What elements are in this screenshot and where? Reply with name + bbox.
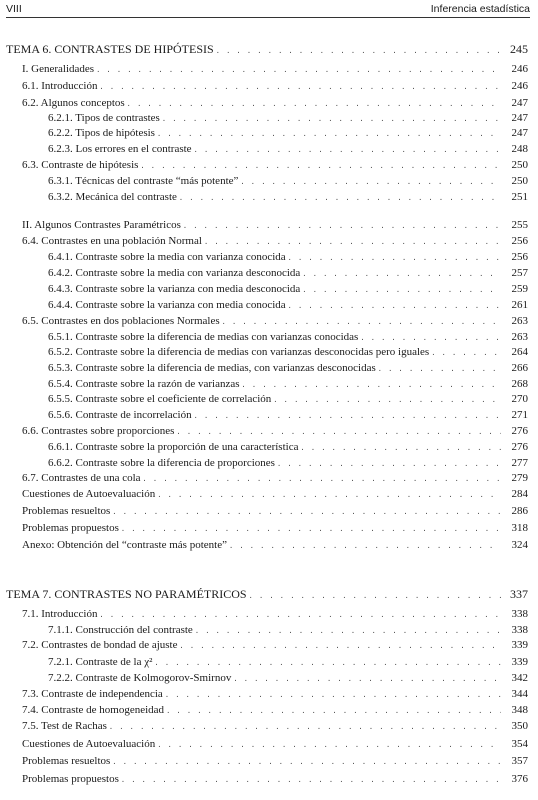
dot-leader xyxy=(176,426,501,441)
toc-entry-title: Problemas resueltos xyxy=(22,755,111,767)
toc-entry[interactable] xyxy=(22,504,528,519)
toc-page-number: 277 xyxy=(511,457,528,469)
dot-leader xyxy=(233,673,501,688)
toc-entry-title: 7.2.2. Contraste de Kolmogorov-Smirnov xyxy=(48,672,232,684)
toc-page-number: 250 xyxy=(511,175,528,187)
toc-page-number: 357 xyxy=(511,755,528,767)
toc-entry[interactable] xyxy=(22,687,528,702)
toc-entry[interactable] xyxy=(22,314,528,329)
toc-page-number: 279 xyxy=(511,472,528,484)
toc-page-number: 266 xyxy=(511,362,528,374)
toc-entry-title: 6.6. Contrastes sobre proporciones xyxy=(22,425,175,437)
toc-page-number: 256 xyxy=(511,251,528,263)
toc-page-number: 342 xyxy=(511,672,528,684)
toc-entry[interactable] xyxy=(48,392,528,407)
toc-entry-title: 6.5.2. Contraste sobre la diferencia de medias con varianzas desconocidas pero iguales xyxy=(48,346,430,358)
toc-entry[interactable] xyxy=(48,190,528,205)
dot-leader xyxy=(121,774,501,789)
toc-page-number: 338 xyxy=(511,608,528,620)
dot-leader xyxy=(179,192,501,207)
toc-entry-title: Anexo: Obtención del “contraste más potente” xyxy=(22,539,227,551)
dot-leader xyxy=(96,64,501,79)
toc-page-number: 339 xyxy=(511,639,528,651)
toc-entry[interactable] xyxy=(22,218,528,233)
toc-entry-title: 6.2.2. Tipos de hipótesis xyxy=(48,127,155,139)
toc-entry[interactable] xyxy=(22,772,528,787)
toc-entry[interactable] xyxy=(48,440,528,455)
toc-entry-title: 7.1. Introducción xyxy=(22,608,98,620)
toc-entry[interactable] xyxy=(22,471,528,486)
toc-entry[interactable] xyxy=(22,487,528,502)
toc-entry-title: 6.5. Contrastes en dos poblaciones Normales xyxy=(22,315,220,327)
toc-entry-title: 6.4.4. Contraste sobre la varianza con media conocida xyxy=(48,299,286,311)
toc-entry-title: 7.1.1. Construcción del contraste xyxy=(48,624,193,636)
toc-entry[interactable] xyxy=(48,345,528,360)
toc-entry[interactable] xyxy=(48,671,528,686)
toc-entry[interactable] xyxy=(48,142,528,157)
toc-entry-title: 6.1. Introducción xyxy=(22,80,98,92)
toc-entry-title: Problemas propuestos xyxy=(22,773,119,785)
toc-entry[interactable] xyxy=(22,607,528,622)
toc-entry-title: 7.2. Contrastes de bondad de ajuste xyxy=(22,639,178,651)
toc-entry[interactable] xyxy=(22,719,528,734)
toc-entry-title: 6.2.1. Tipos de contrastes xyxy=(48,112,160,124)
dot-leader xyxy=(194,410,501,425)
dot-leader xyxy=(154,657,501,672)
toc-page-number: 376 xyxy=(511,773,528,785)
dot-leader xyxy=(143,473,501,488)
toc-page-number: 261 xyxy=(511,299,528,311)
page-number-roman: VIII xyxy=(6,3,22,15)
toc-entry-title: 6.4.2. Contraste sobre la media con varianza desconocida xyxy=(48,267,301,279)
toc-page-number: 348 xyxy=(511,704,528,716)
dot-leader xyxy=(99,81,501,96)
toc-entry[interactable] xyxy=(22,234,528,249)
dot-leader xyxy=(112,506,501,521)
toc-entry[interactable] xyxy=(48,361,528,376)
toc-entry[interactable] xyxy=(22,737,528,752)
dot-leader xyxy=(229,540,501,555)
toc-chapter-entry[interactable] xyxy=(6,42,528,57)
toc-page-number: 246 xyxy=(511,80,528,92)
dot-leader xyxy=(99,609,501,624)
toc-entry-title: 6.7. Contrastes de una cola xyxy=(22,472,141,484)
toc-entry-title: 6.5.6. Contraste de incorrelación xyxy=(48,409,192,421)
toc-entry-title: 7.5. Test de Rachas xyxy=(22,720,107,732)
dot-leader xyxy=(157,489,501,504)
toc-page-number: 251 xyxy=(511,191,528,203)
dot-leader xyxy=(165,689,501,704)
toc-page-number: 271 xyxy=(511,409,528,421)
dot-leader xyxy=(180,640,502,655)
toc-entry[interactable] xyxy=(48,377,528,392)
toc-entry[interactable] xyxy=(48,111,528,126)
toc-entry-title: 6.5.4. Contraste sobre la razón de varianzas xyxy=(48,378,240,390)
toc-entry[interactable] xyxy=(48,174,528,189)
toc-page-number: 259 xyxy=(511,283,528,295)
toc-entry[interactable] xyxy=(22,62,528,77)
toc-entry[interactable] xyxy=(48,282,528,297)
toc-entry-title: 6.4. Contrastes en una población Normal xyxy=(22,235,202,247)
toc-page-number: 247 xyxy=(511,127,528,139)
toc-entry[interactable] xyxy=(48,456,528,471)
toc-page-number: 247 xyxy=(511,97,528,109)
book-title: Inferencia estadística xyxy=(430,3,530,15)
toc-entry-title: Cuestiones de Autoevaluación xyxy=(22,488,156,500)
toc-page-number: 255 xyxy=(511,219,528,231)
toc-entry-title: 7.2.1. Contraste de la χ² xyxy=(48,656,153,668)
dot-leader xyxy=(240,176,501,191)
toc-entry[interactable] xyxy=(22,703,528,718)
toc-page-number: 318 xyxy=(511,522,528,534)
dot-leader xyxy=(183,220,501,235)
toc-page-number: 350 xyxy=(511,720,528,732)
toc-entry-title: 6.5.3. Contraste sobre la diferencia de medias, con varianzas desconocidas xyxy=(48,362,376,374)
toc-entry[interactable] xyxy=(48,298,528,313)
toc-entry-title: 6.2.3. Los errores en el contraste xyxy=(48,143,192,155)
dot-leader xyxy=(194,144,501,159)
toc-entry-title: TEMA 6. CONTRASTES DE HIPÓTESIS xyxy=(6,42,214,56)
toc-entry-title: I. Generalidades xyxy=(22,63,95,75)
dot-leader xyxy=(109,721,501,736)
dot-leader xyxy=(378,363,501,378)
dot-leader xyxy=(112,756,501,771)
toc-entry-title: 6.3.1. Técnicas del contraste “más potente” xyxy=(48,175,239,187)
toc-entry[interactable] xyxy=(22,79,528,94)
running-header xyxy=(6,3,530,18)
dot-leader xyxy=(302,268,501,283)
toc-page-number: 284 xyxy=(511,488,528,500)
toc-entry[interactable] xyxy=(48,623,528,638)
toc-entry[interactable] xyxy=(22,538,528,553)
toc-entry-title: 7.3. Contraste de independencia xyxy=(22,688,163,700)
dot-leader xyxy=(300,442,501,457)
toc-entry[interactable] xyxy=(22,424,528,439)
dot-leader xyxy=(222,316,501,331)
toc-entry[interactable] xyxy=(48,250,528,265)
toc-chapter-entry[interactable] xyxy=(6,587,528,602)
toc-entry[interactable] xyxy=(48,655,528,670)
toc-page-number: 344 xyxy=(511,688,528,700)
toc-page-number: 250 xyxy=(511,159,528,171)
dot-leader xyxy=(121,523,501,538)
dot-leader xyxy=(273,394,501,409)
toc-page-number: 339 xyxy=(511,656,528,668)
toc-entry[interactable] xyxy=(48,266,528,281)
toc-entry[interactable] xyxy=(22,521,528,536)
dot-leader xyxy=(302,284,501,299)
toc-entry-title: 7.4. Contraste de homogeneidad xyxy=(22,704,165,716)
toc-entry[interactable] xyxy=(48,126,528,141)
toc-page-number: 256 xyxy=(511,235,528,247)
toc-page-number: 257 xyxy=(511,267,528,279)
toc-entry-title: II. Algunos Contrastes Paramétricos xyxy=(22,219,181,231)
toc-entry-title: 6.3.2. Mecánica del contraste xyxy=(48,191,177,203)
toc-page-number: 264 xyxy=(511,346,528,358)
dot-leader xyxy=(140,160,501,175)
toc-page-number: 338 xyxy=(511,624,528,636)
dot-leader xyxy=(431,347,501,362)
toc-page-number: 276 xyxy=(511,441,528,453)
dot-leader xyxy=(157,739,501,754)
toc-entry-title: Problemas propuestos xyxy=(22,522,119,534)
toc-entry[interactable] xyxy=(22,96,528,111)
dot-leader xyxy=(204,236,501,251)
toc-entry-title: 6.2. Algunos conceptos xyxy=(22,97,125,109)
toc-entry-title: 6.6.1. Contraste sobre la proporción de una característica xyxy=(48,441,299,453)
toc-page-number: 248 xyxy=(511,143,528,155)
toc-page-number: 247 xyxy=(511,112,528,124)
dot-leader xyxy=(249,590,501,605)
dot-leader xyxy=(288,252,501,267)
toc-page-number: 354 xyxy=(511,738,528,750)
toc-page-number: 324 xyxy=(511,539,528,551)
toc-entry-title: Problemas resueltos xyxy=(22,505,111,517)
toc-entry[interactable] xyxy=(22,638,528,653)
toc-entry[interactable] xyxy=(22,754,528,769)
toc-entry-title: 6.5.1. Contraste sobre la diferencia de medias con varianzas conocidas xyxy=(48,331,359,343)
toc-page-number: 268 xyxy=(511,378,528,390)
dot-leader xyxy=(288,300,501,315)
toc-entry-title: 6.4.1. Contraste sobre la media con varianza conocida xyxy=(48,251,286,263)
dot-leader xyxy=(166,705,501,720)
toc-page-number: 263 xyxy=(511,315,528,327)
toc-page-number: 286 xyxy=(511,505,528,517)
toc-page-number: 245 xyxy=(510,42,528,56)
toc-page-number: 337 xyxy=(510,587,528,601)
toc-entry-title: 6.4.3. Contraste sobre la varianza con media desconocida xyxy=(48,283,301,295)
toc-entry-title: Cuestiones de Autoevaluación xyxy=(22,738,156,750)
dot-leader xyxy=(216,45,501,60)
toc-entry[interactable] xyxy=(48,330,528,345)
toc-entry[interactable] xyxy=(22,158,528,173)
toc-entry-title: 6.6.2. Contraste sobre la diferencia de proporciones xyxy=(48,457,275,469)
toc-entry-title: 6.3. Contraste de hipótesis xyxy=(22,159,139,171)
toc-page-number: 276 xyxy=(511,425,528,437)
toc-page-number: 270 xyxy=(511,393,528,405)
toc-page-number: 263 xyxy=(511,331,528,343)
toc-entry[interactable] xyxy=(48,408,528,423)
toc-entry-title: 6.5.5. Contraste sobre el coeficiente de correlación xyxy=(48,393,272,405)
toc-entry-title: TEMA 7. CONTRASTES NO PARAMÉTRICOS xyxy=(6,587,247,601)
toc-page-number: 246 xyxy=(511,63,528,75)
dot-leader xyxy=(157,128,501,143)
